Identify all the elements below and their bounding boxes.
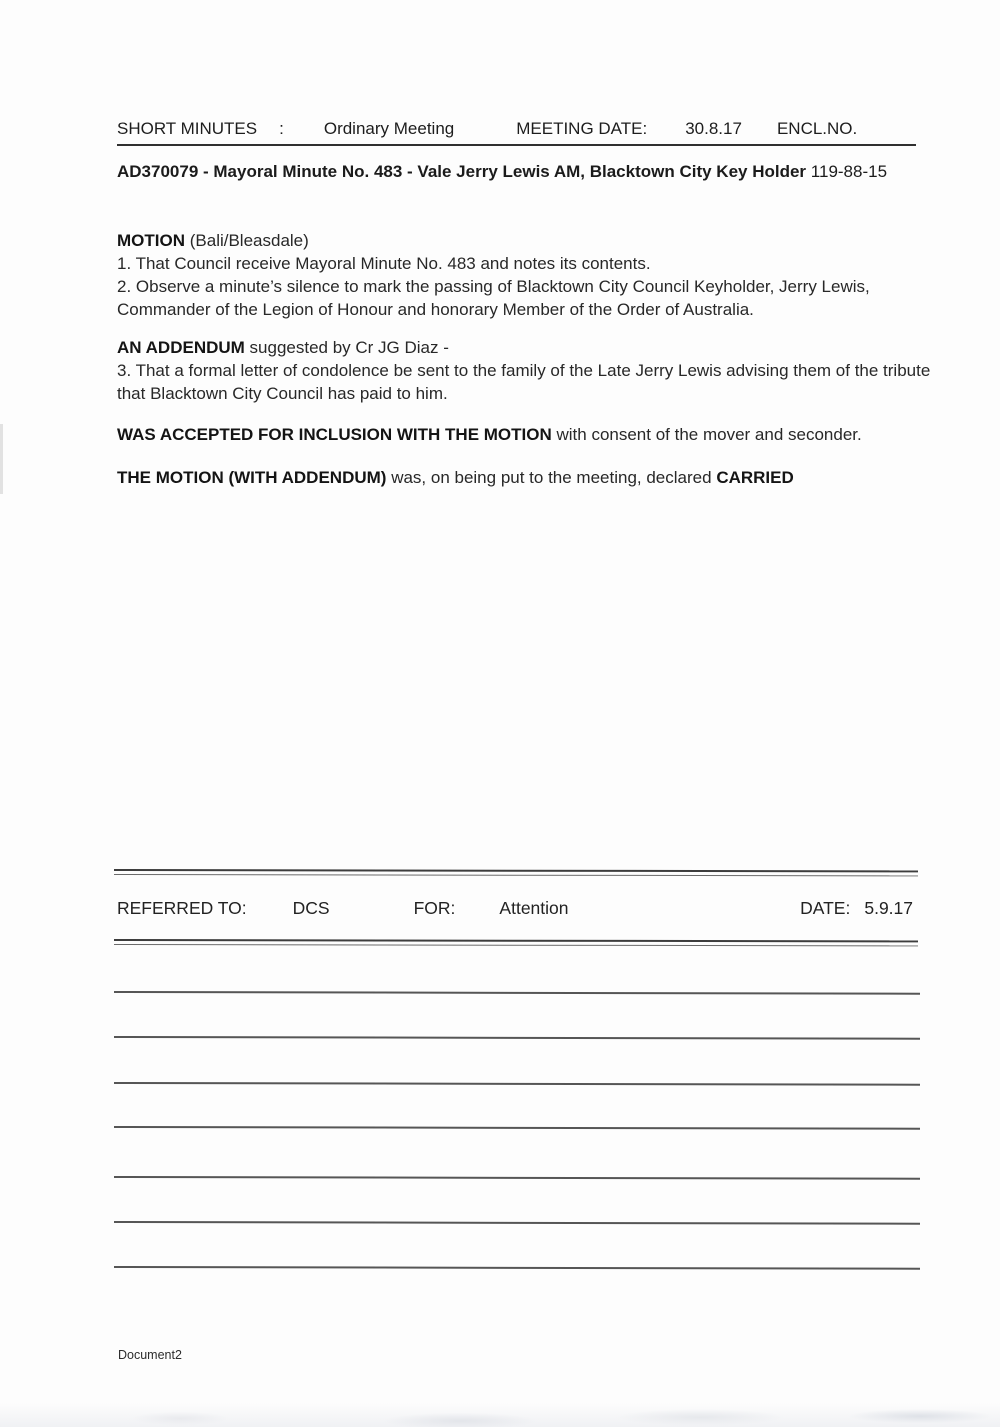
for-label: FOR: (413, 898, 456, 918)
referral-divider-top (114, 869, 918, 876)
resolution-carried: CARRIED (716, 468, 794, 487)
header-meeting-type: Ordinary Meeting (323, 119, 455, 138)
addendum-item-3: 3. That a formal letter of condolence be sent to the family of the Late Jerry Lewis advising them of the tribute that Blacktown City Council has paid to him. (117, 361, 931, 403)
referred-to-label: REFERRED TO: (117, 898, 247, 918)
referral-row (117, 898, 913, 919)
header-meeting-date-value: 30.8.17 (685, 119, 742, 138)
resolution-prefix: THE MOTION (WITH ADDENDUM) (117, 468, 387, 487)
subject-file-reference: 119-88-15 (810, 162, 888, 181)
referral-divider-bottom (114, 939, 918, 946)
blank-ruled-line (114, 991, 920, 995)
header-label: SHORT MINUTES (117, 119, 258, 138)
scan-bottom-band (0, 1403, 1000, 1427)
resolution-middle: was, on being put to the meeting, declared (391, 468, 712, 487)
motion-movers: (Bali/Bleasdale) (189, 231, 309, 250)
referral-date-value: 5.9.17 (864, 898, 913, 918)
for-value: Attention (499, 898, 569, 918)
addendum-suggested-by: suggested by Cr JG Diaz - (249, 338, 449, 357)
motion-heading-line (117, 229, 962, 252)
blank-ruled-line (114, 1082, 920, 1086)
motion-item-1: 1. That Council receive Mayoral Minute No. 483 and notes its contents. (117, 254, 651, 273)
acceptance-bold: WAS ACCEPTED FOR INCLUSION WITH THE MOTION (117, 425, 552, 444)
motion-heading: MOTION (117, 231, 185, 250)
addendum-heading-line (117, 336, 962, 359)
blank-ruled-line (114, 1266, 920, 1270)
blank-ruled-line (114, 1176, 920, 1180)
resolution-statement (117, 466, 962, 489)
addendum-section (117, 336, 962, 405)
acceptance-rest: with consent of the mover and seconder. (556, 425, 862, 444)
document-name-footer: Document2 (118, 1348, 182, 1362)
header-meeting-date-label: MEETING DATE: (516, 119, 648, 138)
motion-item-2: 2. Observe a minute’s silence to mark the passing of Blacktown City Council Keyholder, Jerry Lewis, Commander of the Legion of Honour and honorary Member of the Order of Australia. (117, 277, 870, 319)
subject-title-bold: AD370079 - Mayoral Minute No. 483 - Vale Jerry Lewis AM, Blacktown City Key Holder (117, 162, 807, 181)
motion-section (117, 229, 962, 321)
acceptance-statement (117, 423, 962, 446)
blank-ruled-line (114, 1221, 920, 1225)
scan-edge-artifact (0, 424, 3, 494)
referred-to-value: DCS (292, 898, 330, 918)
header-encl-no-label: ENCL.NO. (776, 119, 858, 138)
blank-ruled-line (114, 1126, 920, 1130)
addendum-heading: AN ADDENDUM (117, 338, 245, 357)
referral-date-group (800, 898, 913, 919)
blank-ruled-line (114, 1036, 920, 1040)
header-colon: : (279, 119, 284, 138)
referral-date-label: DATE: (800, 898, 851, 918)
subject-title (117, 160, 945, 184)
document-header (117, 119, 916, 146)
